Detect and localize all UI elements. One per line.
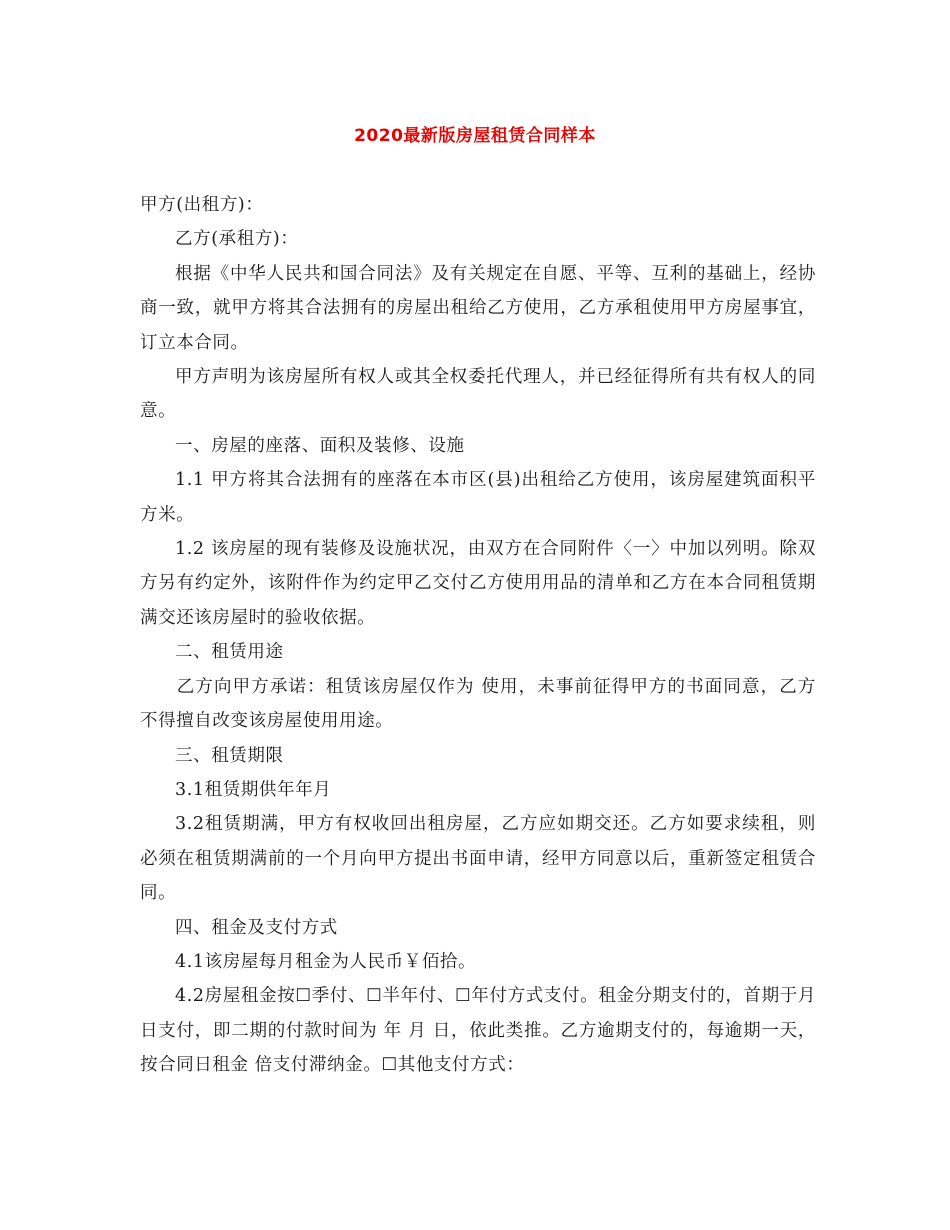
section-heading-4: 四、租金及支付方式 [175,917,338,938]
preamble-paragraph: 根据《中华人民共和国合同法》及有关规定在自愿、平等、互利的基础上，经协商一致，就甲方将其合法拥有的房屋出租给乙方使用，乙方承租使用甲方房屋事宜，订立本合同。 [140,263,816,353]
party-a-line: 甲方(出租方)： [140,195,264,215]
clause-4-1: 4.1该房屋每月租金为人民币￥佰拾。 [175,951,477,972]
clause-1-2: 1.2 该房屋的现有装修及设施状况，由双方在合同附件〈一〉中加以列明。除双方另有约定外，该附件作为约定甲乙交付乙方使用用品的清单和乙方在本合同租赁期满交还该房屋时的验收依据。 [140,539,816,628]
contract-body [140,188,816,1083]
clause-3-2: 3.2租赁期满，甲方有权收回出租房屋，乙方应如期交还。乙方如要求续租，则必须在租赁期满前的一个月向甲方提出书面申请，经甲方同意以后，重新签定租赁合同。 [140,814,816,904]
clause-4-2: 4.2房屋租金按☐季付、☐半年付、☐年付方式支付。租金分期支付的，首期于月日支付，即二期的付款时间为 年 月 日，依此类推。乙方逾期支付的，每逾期一天，按合同日租金 倍支付滞纳金。☐其他支付方式： [140,986,816,1076]
section-heading-2: 二、租赁用途 [175,642,284,663]
document-title: 2020最新版房屋租赁合同样本 [354,126,596,146]
clause-3-1: 3.1租赁期供年年月 [175,779,332,800]
party-b-line: 乙方(承租方)： [175,229,299,250]
usage-paragraph: 乙方向甲方承诺：租赁该房屋仅作为 使用，未事前征得甲方的书面同意，乙方不得擅自改变该房屋使用用途。 [140,676,816,732]
clause-1-1: 1.1 甲方将其合法拥有的座落在本市区(县)出租给乙方使用，该房屋建筑面积平方米。 [140,470,816,525]
declaration-paragraph: 甲方声明为该房屋所有权人或其全权委托代理人，并已经征得所有共有权人的同意。 [140,367,816,422]
section-heading-3: 三、租赁期限 [175,745,284,766]
section-heading-1: 一、房屋的座落、面积及装修、设施 [175,435,465,456]
